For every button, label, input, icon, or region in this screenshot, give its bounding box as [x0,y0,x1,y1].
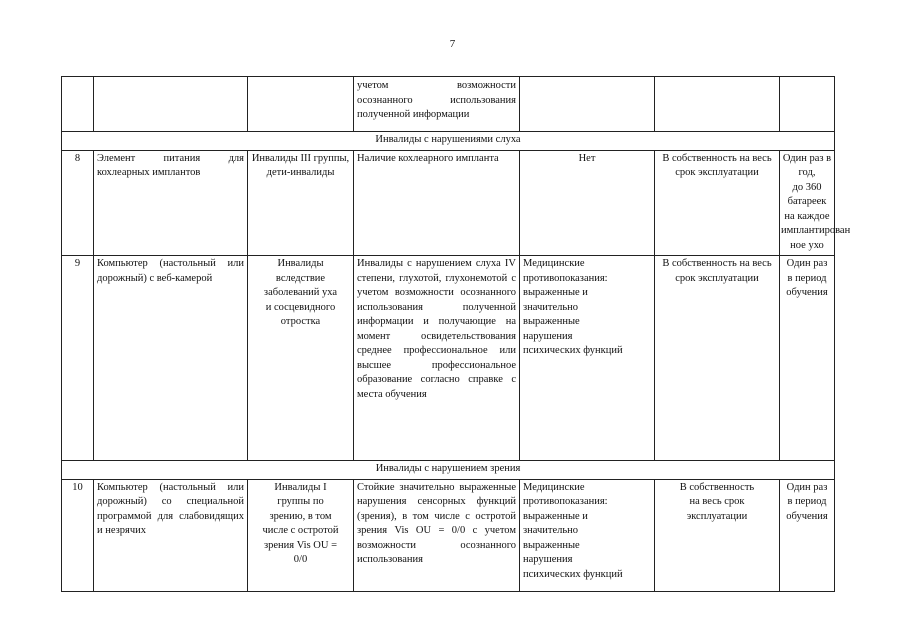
contra-line: значительно [523,301,579,313]
cell-num [62,77,94,132]
recipients-line: и сосцевидного [265,301,336,313]
frequency-line: на каждое [784,210,830,222]
conditions: Наличие кохлеарного импланта [354,150,520,256]
frequency-line: до 360 батареек [787,181,827,207]
frequency-line: Один раз [786,258,828,269]
frequency-line: обучения [786,287,828,298]
contra-line: нарушения [523,554,573,565]
row-number: 9 [62,256,94,461]
cell-ownership [655,77,780,132]
recipients [248,256,354,461]
cell-name [94,77,248,132]
contraindications: Нет [520,150,655,256]
row-number: 10 [62,479,94,591]
table-row [62,479,835,591]
contra-line: противопоказания: [523,272,608,284]
cell-contra [520,77,655,132]
conditions-line: осознанного использования [357,94,516,106]
section-row-hearing [62,132,835,151]
contra-line: выраженные и [523,510,588,522]
contra-line: выраженные [523,539,580,551]
contra-line: противопоказания: [523,496,608,507]
conditions-line: учетом возможности [357,80,516,91]
frequency-line: в период [787,272,827,284]
ownership-term: В собственность на весь срок эксплуатации [655,150,780,256]
ownership-line: эксплуатации [686,510,748,522]
row-number: 8 [62,150,94,256]
frequency [780,479,835,591]
ownership-line: В собственность [679,481,755,493]
recipients-line: зрению, в том [269,510,332,522]
contraindications [520,479,655,591]
frequency-line: обучения [786,510,828,522]
recipients [248,479,354,591]
frequency-line: ное ухо [790,239,824,251]
recipients-line: заболеваний уха [263,287,338,298]
recipients-line: отростка [280,316,321,327]
recipients-line: 0/0 [293,554,308,565]
section-title: Инвалиды с нарушениями слуха [62,132,835,151]
contra-line: психических функций [523,345,623,356]
ownership-term [655,479,780,591]
frequency [780,150,851,256]
contra-line: Медицинские [523,258,585,269]
item-name: Компьютер (настольный или дорожный) со специальной программой для слабовидящих и незрячих [94,479,248,591]
conditions-line: полученной информации [357,109,470,120]
equipment-table [61,76,851,592]
section-row-vision [62,461,835,480]
contra-line: выраженные и [523,287,588,298]
table-row-continuation [62,77,835,132]
recipients-line: зрения Vis OU = [263,539,338,551]
frequency [780,256,835,461]
frequency-line: в период [787,496,827,507]
contra-line: нарушения [523,330,573,342]
cell-frequency [780,77,835,132]
item-name: Элемент питания для кохлеарных имплантов [94,150,248,256]
frequency-line: Один раз в год, [782,152,832,178]
contra-line: Медицинские [523,481,585,493]
contra-line: психических функций [523,568,623,580]
page-number: 7 [449,38,456,50]
frequency-line: имплантирован [781,225,851,236]
recipients-line: Инвалиды I [274,481,327,493]
recipients-line: числе с остротой [262,525,339,536]
cell-conditions [354,77,520,132]
contra-line: значительно [523,525,579,536]
conditions: Инвалиды с нарушением слуха IV степени, глухотой, глухонемотой с учетом возможности осознанного использования полученной информации и получающие на момент освидетельствования среднее профессиональное или высшее профессиональное образование согласно справке с места обучения [354,256,520,461]
recipients-line: вследствие [275,272,326,284]
ownership-term: В собственность на весь срок эксплуатации [655,256,780,461]
recipients-line: группы по [277,496,324,507]
section-title: Инвалиды с нарушением зрения [62,461,835,480]
contraindications [520,256,655,461]
contra-line: выраженные [523,316,580,327]
recipients: Инвалиды III группы, дети-инвалиды [248,150,354,256]
ownership-line: на весь срок [689,496,745,507]
item-name: Компьютер (настольный или дорожный) с веб-камерой [94,256,248,461]
frequency-line: Один раз [786,481,828,493]
conditions: Стойкие значительно выраженные нарушения сенсорных функций (зрения), в том числе с остротой зрения Vis OU = 0/0 с учетом возможности осознанного использования [354,479,520,591]
cell-recipients [248,77,354,132]
recipients-line: Инвалиды [277,258,324,269]
table-row [62,256,835,461]
table-row [62,150,835,256]
